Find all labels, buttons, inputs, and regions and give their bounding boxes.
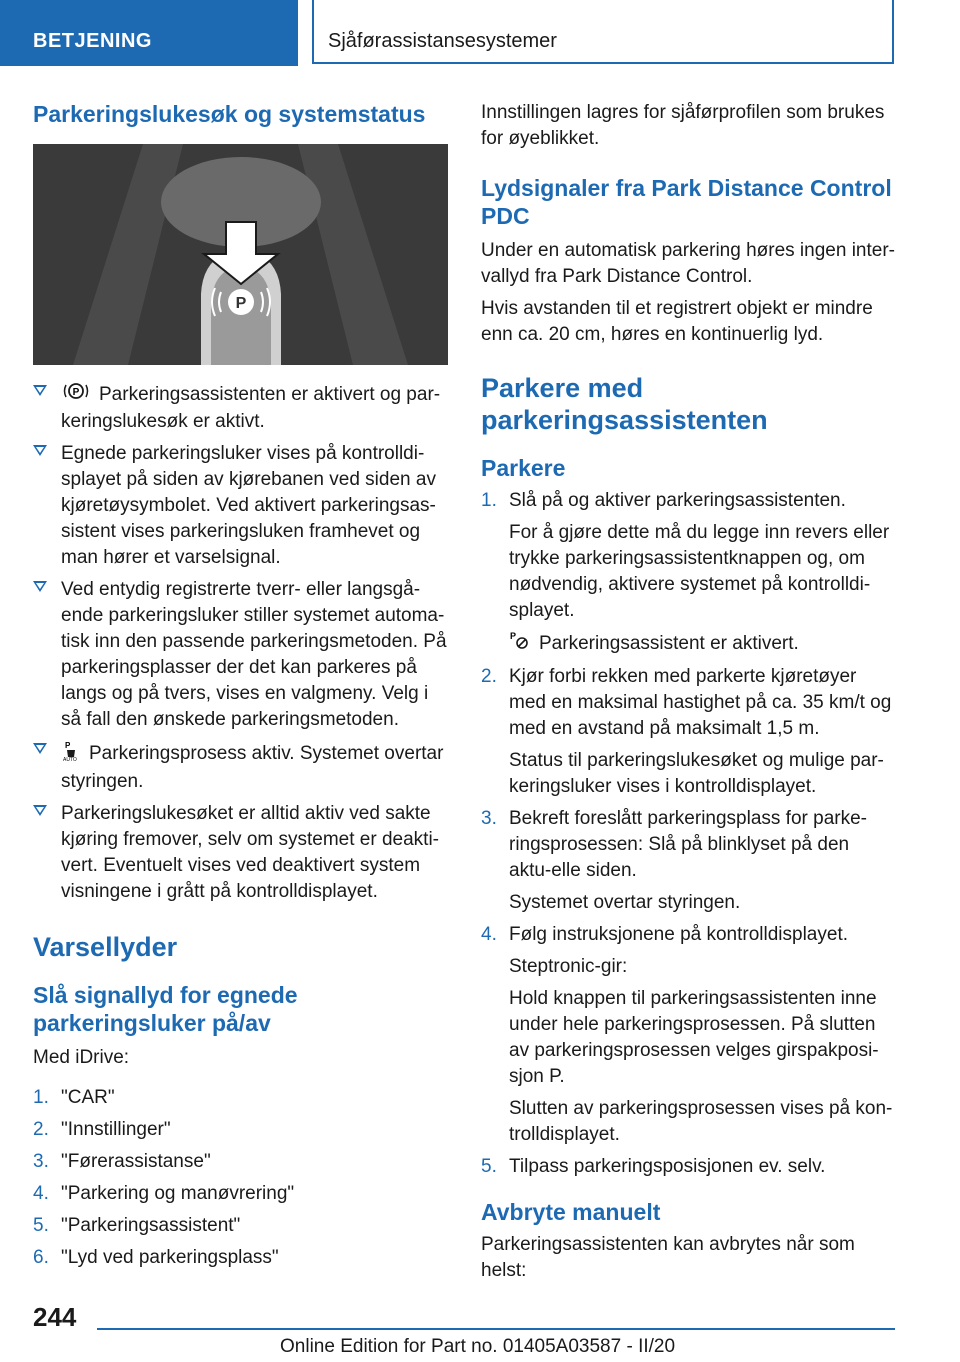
triangle-bullet-icon — [33, 743, 47, 754]
list-item: 2. Kjør forbi rekken med parkerte kjøretøyer med en maksimal hastighet på ca. 35 km/t og med en avstand på maksimalt 1,5 m. Status til parkeringslukesøket og mulige par-keringsluker vises i kontrolldisplayet. — [481, 664, 896, 800]
bullet-text: Ved entydig registrerte tverr- eller langsgå-ende parkeringsluker stiller systemet automa-tisk inn den passende parkeringsmetoden. På parkeringsplasser der det kan parkeres på langs og på tvers, vises en valgmeny. Velg i så fall den ønskede parkeringsmetoden. — [61, 579, 447, 730]
idrive-intro: Med iDrive: — [33, 1047, 130, 1068]
step-text: Bekreft foreslått parkeringsplass for parke-ringsprosessen: Slå på blinklyset på den aktu-elle siden. — [509, 808, 867, 881]
pdc-paragraph-1: Under en automatisk parkering høres ingen inter-vallyd fra Park Distance Control. — [481, 240, 895, 287]
step-detail: For å gjøre dette må du legge inn revers eller trykke parkeringsassistentknappen og, om nødvendig, aktivere systemet på kontrolldi-splayet. — [509, 522, 890, 621]
step-text: Følg instruksjonene på kontrolldisplayet. — [509, 924, 849, 945]
bullet-item — [33, 381, 448, 435]
list-item: 5. Tilpass parkeringsposisjonen ev. selv. — [481, 1154, 896, 1180]
cancel-paragraph: Parkeringsassistenten kan avbrytes når som helst: — [481, 1234, 855, 1281]
step-detail: Slutten av parkeringsprosessen vises på kon-trolldisplayet. — [509, 1098, 893, 1145]
subheading-cancel-manually: Avbryte manuelt — [481, 1199, 661, 1225]
section-heading-warning-sounds: Varsellyder — [33, 932, 178, 962]
list-item: 4. "Parkering og manøvrering" — [33, 1183, 295, 1204]
parking-assistant-active-icon — [509, 630, 531, 658]
parking-assistant-figure — [33, 144, 448, 365]
bullet-item — [33, 577, 448, 733]
section-tab — [0, 0, 298, 66]
triangle-bullet-icon — [33, 581, 47, 592]
subheading-park: Parkere — [481, 455, 566, 481]
parking-p-letter: P — [235, 295, 247, 312]
svg-text:P: P — [72, 387, 80, 398]
page-header — [0, 0, 960, 66]
list-item: 6. "Lyd ved parkeringsplass" — [33, 1247, 279, 1268]
bullet-text: Parkeringsassistenten er aktivert og par-keringslukesøk er aktivt. — [61, 384, 441, 432]
bullet-item — [33, 441, 448, 571]
car-top-view-illustration — [33, 144, 448, 365]
list-item: 5. "Parkeringsassistent" — [33, 1215, 241, 1236]
chapter-tab — [312, 0, 894, 64]
chapter-title: Sjåførassistansesystemer — [328, 30, 557, 52]
list-item: 2. "Innstillinger" — [33, 1119, 171, 1140]
step-icon-line: P Parkeringsassistent er aktivert. — [509, 630, 896, 658]
list-item: 3. "Førerassistanse" — [33, 1151, 211, 1172]
step-detail: Status til parkeringslukesøket og mulige par-keringsluker vises i kontrolldisplayet. — [509, 750, 884, 797]
triangle-bullet-icon — [33, 445, 47, 456]
section-heading-parking-search: Parkeringslukesøk og systemstatus — [33, 101, 426, 127]
list-item: 4. Følg instruksjonene på kontrolldisplayet. Steptronic-gir: Hold knappen til parkeringsassistenten inne under hele parkeringsprosessen. På slutten av parkeringsprosessen velges girspakposi-sjon P. Slutten av parkeringsprosessen vises på kon-trolldisplayet. — [481, 922, 896, 1148]
svg-text:P: P — [65, 741, 71, 750]
list-item: 1. Slå på og aktiver parkeringsassistenten. For å gjøre dette må du legge inn revers eller trykke parkeringsassistentknappen og, om nødvendig, aktivere systemet på kontrolldi-splayet. P Parkeringsassistent er aktivert. — [481, 488, 896, 658]
bullet-item — [33, 801, 448, 905]
step-detail: Hold knappen til parkeringsassistenten inne under hele parkeringsprosessen. På slutten av parkeringsprosessen velges girspakposi-sjon P. — [509, 988, 879, 1087]
triangle-bullet-icon — [33, 805, 47, 816]
bullet-text: Egnede parkeringsluker vises på kontrolldi-splayet på siden av kjørebanen ved siden av kjøretøysymbolet. Ved aktivert parkeringsas-sistent vises parkeringsluken framhevet og man hører et varselsignal. — [61, 443, 436, 568]
park-auto-icon — [61, 739, 81, 769]
bullet-item — [33, 739, 448, 795]
footer-edition: Online Edition for Part no. 01405A03587 - II/20 — [280, 1336, 676, 1357]
step-detail: Steptronic-gir: — [509, 956, 628, 977]
list-item: 3. Bekreft foreslått parkeringsplass for parke-ringsprosessen: Slå på blinklyset på den aktu-elle siden. Systemet overtar styringen. — [481, 806, 896, 916]
right-column — [481, 100, 896, 1284]
idrive-steps-list — [33, 1085, 448, 1271]
pdc-paragraph-2: Hvis avstanden til et registrert objekt er mindre enn ca. 20 cm, høres en kontinuerlig lyd. — [481, 298, 873, 345]
bullet-text: Parkeringslukesøket er alltid aktiv ved sakte kjøring fremover, selv om systemet er deakti-vert. Eventuelt vises ved deaktivert system visningene i grått på kontrolldisplayet. — [61, 803, 439, 902]
section-heading-park-with-assistant: Parkere med parkeringsassistenten — [481, 373, 768, 435]
step-text: Kjør forbi rekken med parkerte kjøretøyer med en maksimal hastighet på ca. 35 km/t og med en avstand på maksimalt 1,5 m. — [509, 666, 892, 739]
subheading-signal-sound: Slå signallyd for egnede parkeringsluker på/av — [33, 982, 298, 1036]
step-text: Slå på og aktiver parkeringsassistenten. — [509, 490, 846, 511]
step-text: Tilpass parkeringsposisjonen ev. selv. — [509, 1156, 826, 1177]
page-number: 244 — [33, 1302, 77, 1332]
section-title: BETJENING — [33, 30, 152, 52]
left-column — [33, 100, 448, 1277]
subheading-pdc-sounds: Lydsignaler fra Park Distance Control PDC — [481, 175, 892, 229]
bullet-text: Parkeringsprosess aktiv. Systemet overtar styringen. — [61, 743, 444, 792]
status-bullet-list — [33, 381, 448, 905]
triangle-bullet-icon — [33, 385, 47, 396]
footer-divider — [97, 1328, 895, 1330]
list-item: 1. "CAR" — [33, 1087, 115, 1108]
parking-sensor-icon — [61, 381, 91, 409]
profile-note: Innstillingen lagres for sjåførprofilen som brukes for øyeblikket. — [481, 102, 885, 149]
step-detail: Systemet overtar styringen. — [509, 892, 741, 913]
parking-steps-list — [481, 488, 896, 1180]
svg-text:P: P — [510, 631, 517, 641]
svg-text:AUTO: AUTO — [63, 757, 77, 761]
